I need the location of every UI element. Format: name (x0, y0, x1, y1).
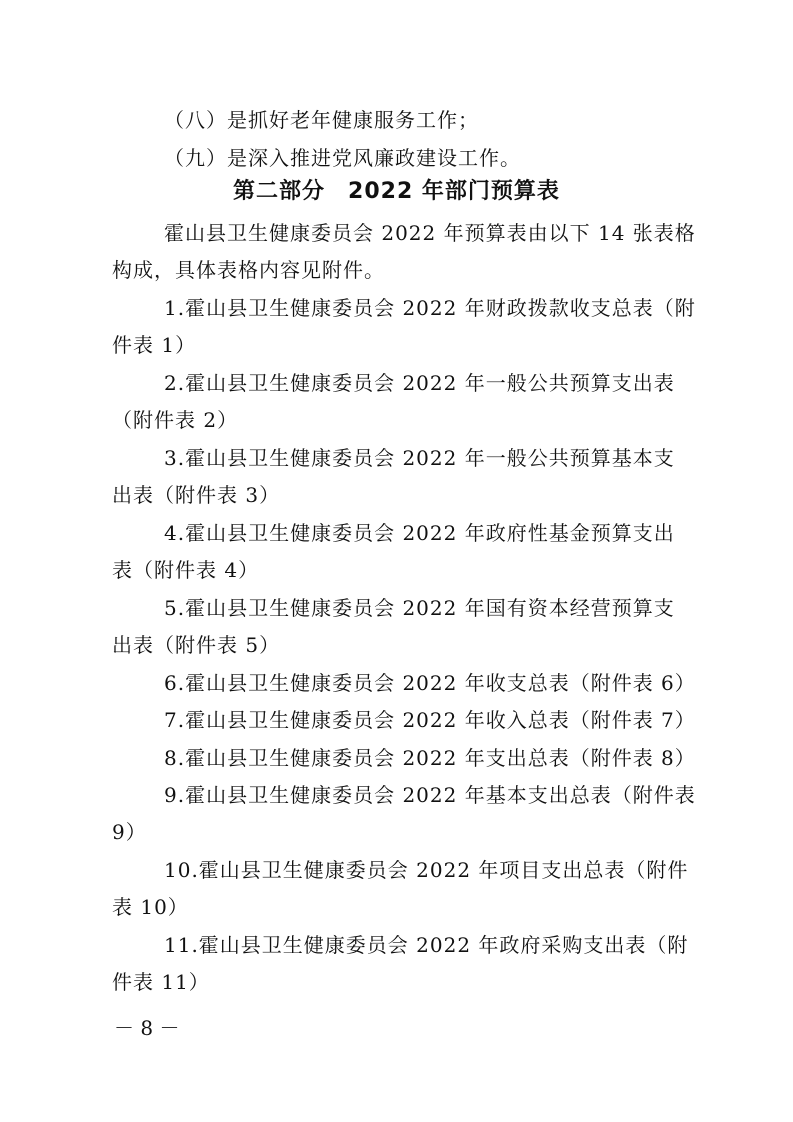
list-item-3-line-2: 出表（附件表 3） (112, 483, 281, 507)
list-item-3-line-1: 3.霍山县卫生健康委员会 2022 年一般公共预算基本支 (164, 446, 675, 470)
list-item-10-line-1: 10.霍山县卫生健康委员会 2022 年项目支出总表（附件 (164, 858, 689, 882)
list-item-11-line-2: 件表 11） (112, 970, 210, 994)
list-item-7: 7.霍山县卫生健康委员会 2022 年收入总表（附件表 7） (164, 708, 696, 732)
list-item-2-line-2: （附件表 2） (112, 408, 239, 432)
list-item-10-line-2: 表 10） (112, 895, 189, 919)
list-item-1-line-1: 1.霍山县卫生健康委员会 2022 年财政拨款收支总表（附 (164, 296, 696, 320)
list-item-4-line-1: 4.霍山县卫生健康委员会 2022 年政府性基金预算支出 (164, 521, 675, 545)
item-eight: （八）是抓好老年健康服务工作； (164, 108, 479, 132)
section-heading: 第二部分 2022 年部门预算表 (233, 179, 560, 204)
page-number: － 8 － (114, 1016, 180, 1040)
list-item-5-line-2: 出表（附件表 5） (112, 633, 281, 657)
list-item-8: 8.霍山县卫生健康委员会 2022 年支出总表（附件表 8） (164, 746, 696, 770)
list-item-5-line-1: 5.霍山县卫生健康委员会 2022 年国有资本经营预算支 (164, 596, 675, 620)
list-item-4-line-2: 表（附件表 4） (112, 558, 260, 582)
intro-paragraph-line-1: 霍山县卫生健康委员会 2022 年预算表由以下 14 张表格 (164, 221, 696, 245)
item-nine: （九）是深入推进党风廉政建设工作。 (164, 146, 521, 170)
list-item-6: 6.霍山县卫生健康委员会 2022 年收支总表（附件表 6） (164, 671, 696, 695)
intro-paragraph-line-2: 构成，具体表格内容见附件。 (112, 258, 385, 282)
list-item-11-line-1: 11.霍山县卫生健康委员会 2022 年政府采购支出表（附 (164, 933, 689, 957)
list-item-9-line-1: 9.霍山县卫生健康委员会 2022 年基本支出总表（附件表 (164, 783, 696, 807)
list-item-1-line-2: 件表 1） (112, 333, 197, 357)
list-item-9-line-2: 9） (112, 820, 147, 844)
list-item-2-line-1: 2.霍山县卫生健康委员会 2022 年一般公共预算支出表 (164, 371, 675, 395)
